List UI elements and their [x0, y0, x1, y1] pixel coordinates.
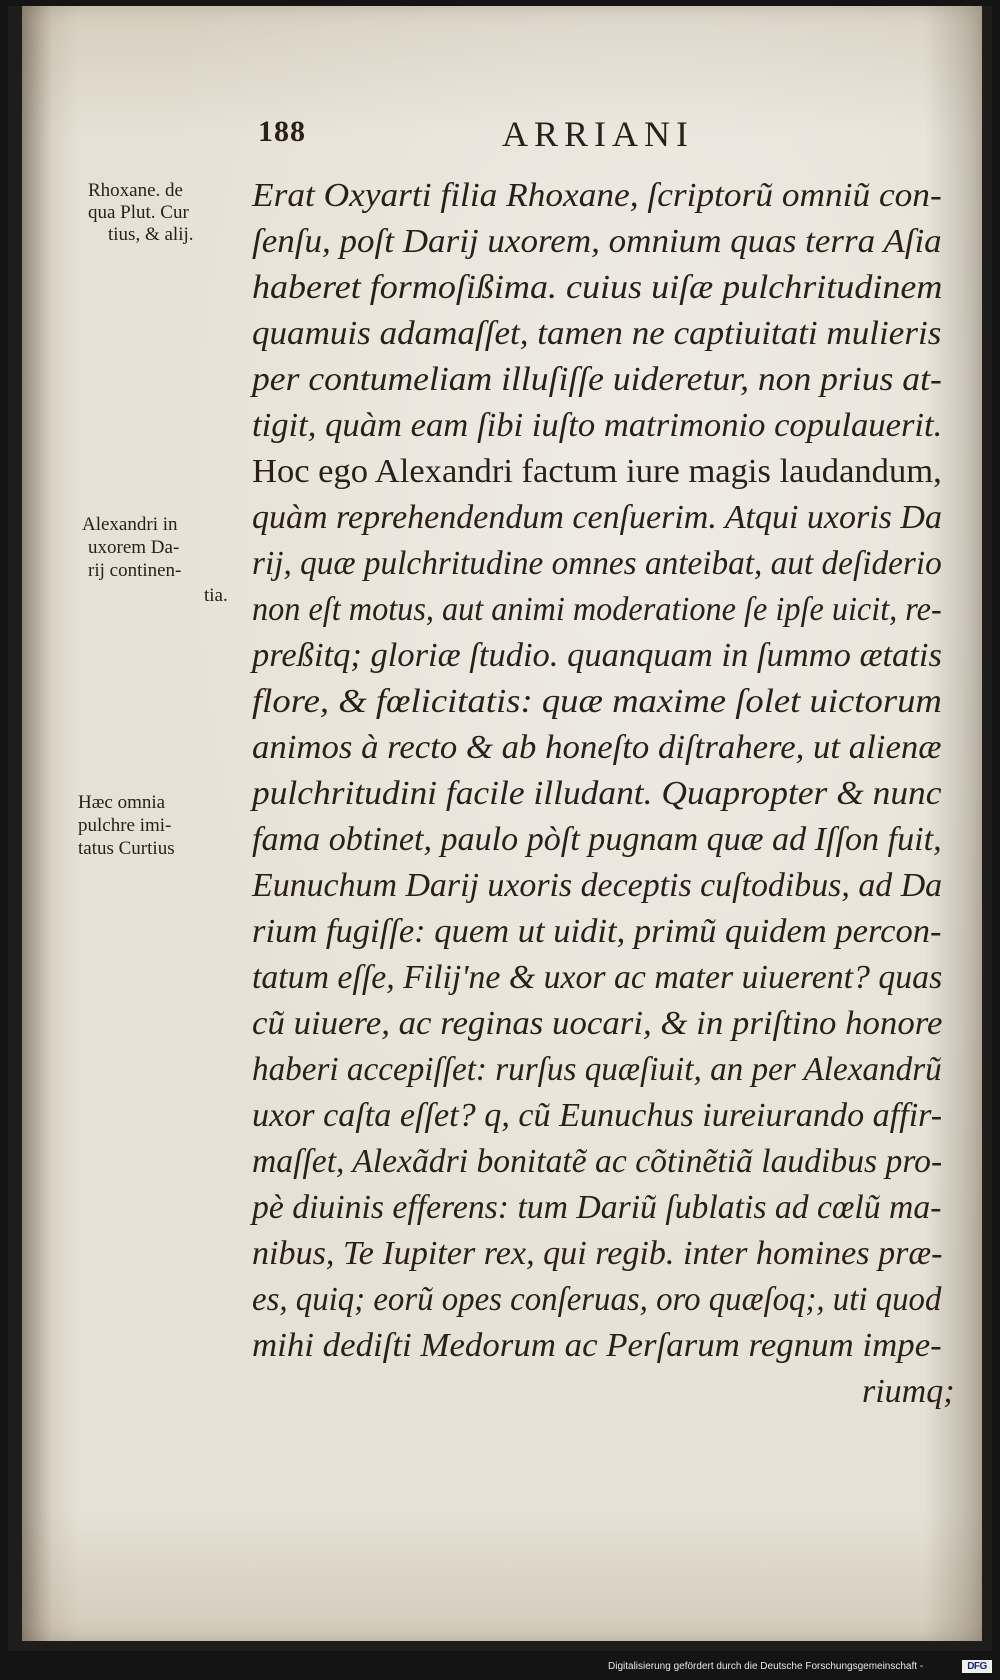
- page-gutter-shadow: [22, 6, 52, 1641]
- text-line: es, quiq; eorũ opes conſeruas, oro quæſoq;, uti quod: [252, 1281, 942, 1318]
- text-line: quamuis adamaſſet, tamen ne captiuitati mulieris: [252, 315, 942, 352]
- running-head: ARRIANI: [502, 114, 694, 154]
- text-line: Erat Oxyarti filia Rhoxane, ſcriptorũ omniũ con-: [252, 177, 942, 214]
- margin-note-line: Rhoxane. de: [88, 180, 183, 201]
- text-line: Hoc ego Alexandri factum iure magis laudandum,: [252, 453, 942, 490]
- margin-note-line: tatus Curtius: [78, 838, 175, 859]
- text-line: fama obtinet, paulo pòſt pugnam quæ ad Iſſon fuit,: [252, 821, 942, 858]
- dfg-logo: DFG: [962, 1660, 992, 1673]
- text-line: tigit, quàm eam ſibi iuſto matrimonio copulauerit.: [252, 407, 943, 444]
- text-line: Eunuchum Darij uxoris deceptis cuſtodibus, ad Da: [252, 867, 943, 904]
- text-line: uxor caſta eſſet? q, cũ Eunuchus iureiurando affir-: [252, 1097, 943, 1134]
- text-line: maſſet, Alexãdri bonitatẽ ac cõtinẽtiã laudibus pro-: [252, 1143, 943, 1180]
- catchword: riumq;: [862, 1373, 955, 1410]
- margin-note-line: rij continen-: [88, 560, 182, 581]
- margin-note-line: tia.: [204, 585, 228, 606]
- text-line: rij, quæ pulchritudine omnes anteibat, aut deſiderio: [252, 545, 942, 582]
- text-line: mihi dediſti Medorum ac Perſarum regnum impe-: [252, 1327, 942, 1364]
- margin-note-line: Alexandri in: [82, 514, 178, 535]
- text-line: pulchritudini facile illudant. Quapropter & nunc: [252, 775, 942, 812]
- margin-note-line: qua Plut. Cur: [88, 202, 189, 223]
- text-line: tatum eſſe, Filij'ne & uxor ac mater uiuerent? quas: [252, 959, 943, 996]
- digitization-credit: Digitalisierung gefördert durch die Deutsche Forschungsgemeinschaft -: [608, 1661, 924, 1672]
- text-line: preßitq; gloriæ ſtudio. quanquam in ſummo ætatis: [252, 637, 942, 674]
- text-line: non eſt motus, aut animi moderatione ſe ipſe uicit, re-: [252, 591, 942, 628]
- margin-note-line: uxorem Da-: [88, 537, 180, 558]
- text-line: rium fugiſſe: quem ut uidit, primũ quidem percon-: [252, 913, 942, 950]
- margin-note-line: tius, & alij.: [108, 224, 194, 245]
- margin-note-line: pulchre imi-: [78, 815, 172, 836]
- text-line: per contumeliam illuſiſſe uideretur, non prius at-: [252, 361, 942, 398]
- text-line: nibus, Te Iupiter rex, qui regib. inter homines præ-: [252, 1235, 943, 1272]
- page-number: 188: [258, 115, 306, 148]
- text-line: animos à recto & ab honeſto diſtrahere, ut alienæ: [252, 729, 942, 766]
- margin-note-line: Hæc omnia: [78, 792, 166, 813]
- text-line: pè diuinis efferens: tum Dariũ ſublatis ad cœlũ ma-: [252, 1189, 942, 1226]
- text-line: cũ uiuere, ac reginas uocari, & in priſtino honore: [252, 1005, 943, 1042]
- text-line: flore, & fœlicitatis: quæ maxime ſolet uictorum: [252, 683, 942, 720]
- text-line: haberi accepiſſet: rurſus quæſiuit, an per Alexandrũ: [252, 1051, 942, 1088]
- text-line: quàm reprehendendum cenſuerim. Atqui uxoris Da: [252, 499, 942, 536]
- text-line: haberet formoſißima. cuius uiſæ pulchritudinem: [252, 269, 943, 306]
- text-line: ſenſu, poſt Darij uxorem, omnium quas terra Aſia: [252, 223, 942, 260]
